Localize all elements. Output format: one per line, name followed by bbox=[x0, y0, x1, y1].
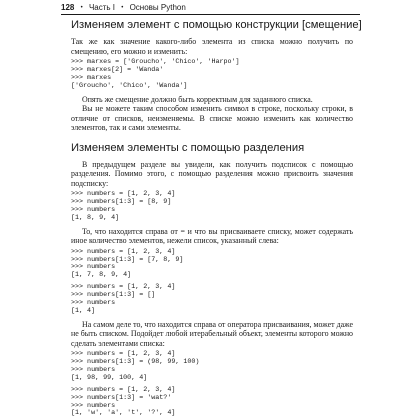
code-line: [1, 'w', 'a', 't', '?', 4] bbox=[71, 409, 176, 418]
code-line: >>> numbers[1:3] = 'wat?' bbox=[71, 393, 172, 402]
header-rule bbox=[61, 14, 360, 15]
code-block bbox=[71, 284, 353, 316]
code-line: >>> numbers[1:3] = [] bbox=[71, 291, 156, 300]
paragraph: Опять же смещение должно быть корректным для заданного списка. bbox=[82, 94, 313, 104]
header-separator: • bbox=[121, 5, 124, 11]
code-line: >>> numbers[1:3] = [8, 9] bbox=[71, 197, 172, 206]
page-number: 128 bbox=[61, 3, 75, 12]
code-line: >>> marxes[2] = 'Wanda' bbox=[71, 65, 164, 74]
paragraph: Вы не можете таким способом изменить символ в строке, поскольку строки, в отличие от списков, неизменяемы. В списке можно изменить как количество элементов, так и сами элементы. bbox=[71, 104, 353, 133]
code-line: >>> numbers bbox=[71, 263, 116, 272]
code-block bbox=[71, 351, 353, 383]
code-line: >>> numbers[1:3] = [7, 8, 9] bbox=[71, 255, 184, 264]
code-line: >>> marxes = ['Groucho', 'Chico', 'Harpo'] bbox=[71, 58, 240, 66]
running-header bbox=[61, 2, 360, 13]
code-line: >>> numbers = [1, 2, 3, 4] bbox=[71, 190, 176, 199]
chapter-title: Основы Python bbox=[129, 3, 186, 12]
code-block bbox=[71, 387, 353, 419]
code-line: ['Groucho', 'Chico', 'Wanda'] bbox=[71, 81, 188, 90]
code-line: >>> marxes bbox=[71, 73, 112, 82]
code-line: [1, 8, 9, 4] bbox=[71, 213, 120, 222]
part-title: Часть I bbox=[88, 3, 115, 12]
code-line: >>> numbers bbox=[71, 298, 116, 307]
code-line: >>> numbers = [1, 2, 3, 4] bbox=[71, 247, 176, 256]
header-separator: • bbox=[80, 5, 83, 11]
code-line: [1, 7, 8, 9, 4] bbox=[71, 271, 132, 280]
code-line: >>> numbers = [1, 2, 3, 4] bbox=[71, 350, 176, 359]
code-line: [1, 98, 99, 100, 4] bbox=[71, 373, 148, 382]
paragraph: В предыдущем разделе вы увидели, как получить подсписок с помощью разделения. Помимо этого, с помощью разделения можно присвоить значения подсписку: bbox=[71, 159, 353, 188]
code-line: >>> numbers[1:3] = (98, 99, 100) bbox=[71, 358, 200, 367]
paragraph: На самом деле то, что находится справа от оператора присваивания, может даже не быть списком. Подойдет любой итерабельный объект, элементы которого можно сделать элементами списка: bbox=[71, 319, 353, 348]
paragraph: То, что находится справа от = и что вы присваиваете списку, может содержать иное количество элементов, нежели список, указанный слева: bbox=[71, 226, 353, 246]
code-line: >>> numbers = [1, 2, 3, 4] bbox=[71, 283, 176, 292]
code-block bbox=[71, 249, 353, 281]
section-heading: Изменяем элемент с помощью конструкции [смещение] bbox=[71, 19, 362, 31]
code-line: >>> numbers bbox=[71, 366, 116, 375]
paragraph: Так же как значение какого-либо элемента из списка можно получить по смещению, его можно и изменить: bbox=[71, 37, 353, 56]
code-line: [1, 4] bbox=[71, 306, 96, 315]
code-block bbox=[71, 191, 353, 223]
code-block bbox=[71, 59, 353, 91]
code-line: >>> numbers bbox=[71, 205, 116, 214]
code-line: >>> numbers = [1, 2, 3, 4] bbox=[71, 385, 176, 394]
section-heading: Изменяем элементы с помощью разделения bbox=[71, 141, 305, 154]
code-line: >>> numbers bbox=[71, 401, 116, 410]
page-body bbox=[71, 19, 362, 420]
